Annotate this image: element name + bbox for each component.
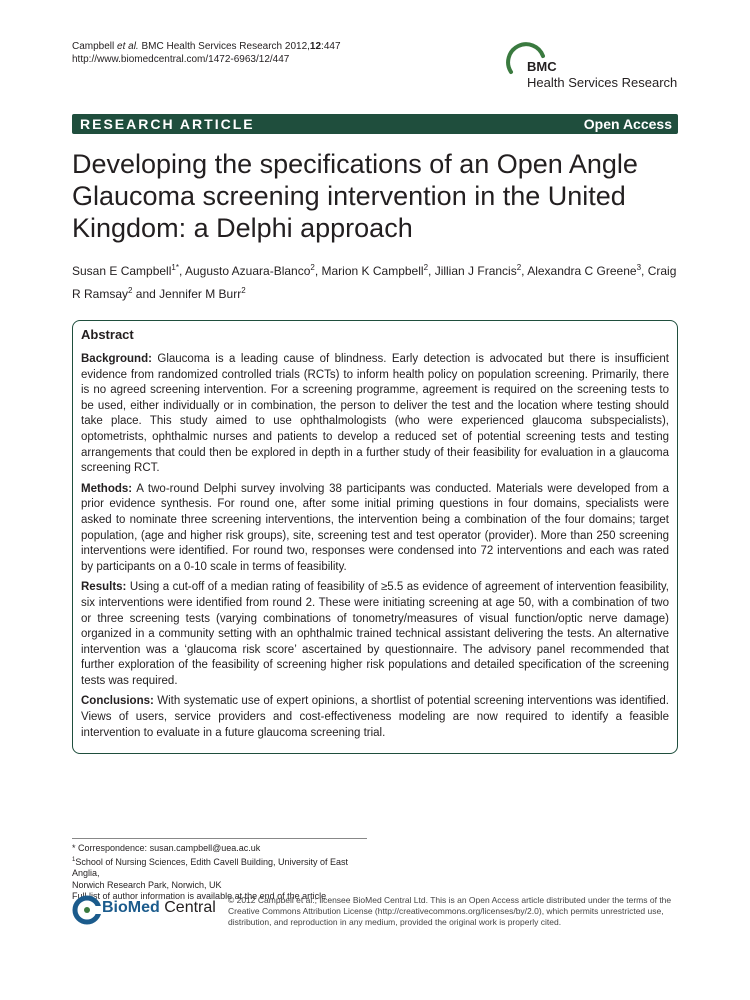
bmc-logo-text: BMC <box>527 59 557 74</box>
publisher-name: BioMed Central <box>102 899 216 916</box>
abstract-methods: Methods: A two-round Delphi survey involving 38 participants was conducted. Materials were developed from a prior evidence synthesis. For round one, after some initial priming questions in four domains, specialists were asked to nominate three screening interventions, the intervention being a combination of the four domains; target population, (age and higher risk groups), site, screening test and test operator (provider). More than 250 screening interventions were identified. For round two, responses were condensed into 72 interventions and each was rated by participants on a 0-10 scale in terms of feasibility. <box>81 482 670 573</box>
article-title: Developing the specifications of an Open Angle Glaucoma screening intervention in the United Kingdom: a Delphi approach <box>72 149 638 243</box>
citation-etal: et al. <box>117 41 139 52</box>
full-list-note: Full list of author information is available at the end of the article <box>72 891 327 901</box>
correspondence-email[interactable]: susan.campbell@uea.ac.uk <box>149 843 261 853</box>
citation-journal: BMC Health Services Research <box>141 41 283 52</box>
citation-header <box>72 40 341 66</box>
abstract-results: Results: Using a cut-off of a median rating of feasibility of ≥5.5 as evidence of agreement of intervention feasibility, six interventions were identified from round 2. These were initiating screening at age 50, with a combination of two or three screening tests (varying combinations of tonometry/measures of visual function/optic nerve damage) organized in a community setting with an ophthalmic trained technical assistant delivering the tests. An alternative intervention was a ‘glaucoma risk score’ ascertained by questionnaire. The advisory panel recommended that further exploration of the feasibility of screening higher risk populations and detailed specification of the screening tests was required. <box>81 581 669 687</box>
article-type: RESEARCH ARTICLE <box>80 116 255 132</box>
citation-year: 2012, <box>284 41 310 52</box>
affiliation-line2: Norwich Research Park, Norwich, UK <box>72 879 222 890</box>
author: Jillian J Francis$^2$ <box>434 263 522 278</box>
open-access-label: Open Access <box>583 116 672 132</box>
footnotes <box>72 838 372 903</box>
author: Craig R Ramsay$^2$ <box>72 264 677 301</box>
abstract-box <box>72 320 678 754</box>
author: Marion K Campbell$^2$ <box>321 263 429 278</box>
abstract-background: Background: Glaucoma is a leading cause of blindness. Early detection is advocated but there is insufficient evidence from randomized controlled trials (RCTs) to inform health policy on population screening. Primarily, there is no agreed screening intervention. For a screening programme, agreement is required on the screening tests to be used, either individually or in combination, the person to deliver the test and the location where testing should take place. This study aimed to use ophthalmologists (who were experienced glaucoma subspecialists), optometrists, ophthalmic nurses and patients to develop a reduced set of potential screening tests and testing arrangements that could then be explored in depth in a further study of their feasibility for evaluation in a glaucoma screening RCT. <box>81 353 669 475</box>
author: Alexandra C Greene$^3$ <box>527 263 642 278</box>
license-text: © 2012 Campbell et al.; licensee BioMed Central Ltd. This is an Open Access article distributed under the terms of the Creative Commons Attribution License (http://creativecommons.org/licenses/by/2.0), which permits unrestricted use, distribution, and reproduction in any medium, provided the original work is properly cited. <box>228 895 672 927</box>
author: Jennifer M Burr$^2$ <box>159 286 246 301</box>
footnote-divider <box>72 838 367 839</box>
citation-volume: 12 <box>309 41 322 52</box>
biomed-central-logo <box>72 895 222 925</box>
article-type-banner <box>72 114 678 134</box>
affiliation: $^1$School of Nursing Sciences, Edith Cavell Building, University of East Anglia, <box>72 856 348 878</box>
article-url[interactable]: http://www.biomedcentral.com/1472-6963/12/447 <box>72 54 290 65</box>
correspondence: * Correspondence: susan.campbell@uea.ac.uk <box>72 843 261 853</box>
abstract-heading: Abstract <box>81 327 134 342</box>
author-list: Susan E Campbell$^{1*}$, Augusto Azuara-Blanco$^2$, Marion K Campbell$^2$, Jillian J Francis$^2$, Alexandra C Greene$^3$, Craig R Ramsay$^2$ and Jennifer M Burr$^2$ <box>72 263 677 301</box>
citation-article: :447 <box>321 41 341 52</box>
biomed-c-icon <box>72 895 102 925</box>
bmc-journal-logo <box>505 42 685 92</box>
journal-name: Health Services Research <box>527 75 678 90</box>
citation-authors: Campbell <box>72 41 115 52</box>
citation-line <box>72 40 341 53</box>
abstract-conclusions: Conclusions: With systematic use of expert opinions, a shortlist of potential screening interventions was identified. Views of users, service providers and cost-effectiveness modeling are now required to identify a feasible intervention to evaluate in a future glaucoma screening trial. <box>81 695 669 739</box>
author: Susan E Campbell$^{1*}$ <box>72 263 179 278</box>
author: Augusto Azuara-Blanco$^2$ <box>184 263 315 278</box>
